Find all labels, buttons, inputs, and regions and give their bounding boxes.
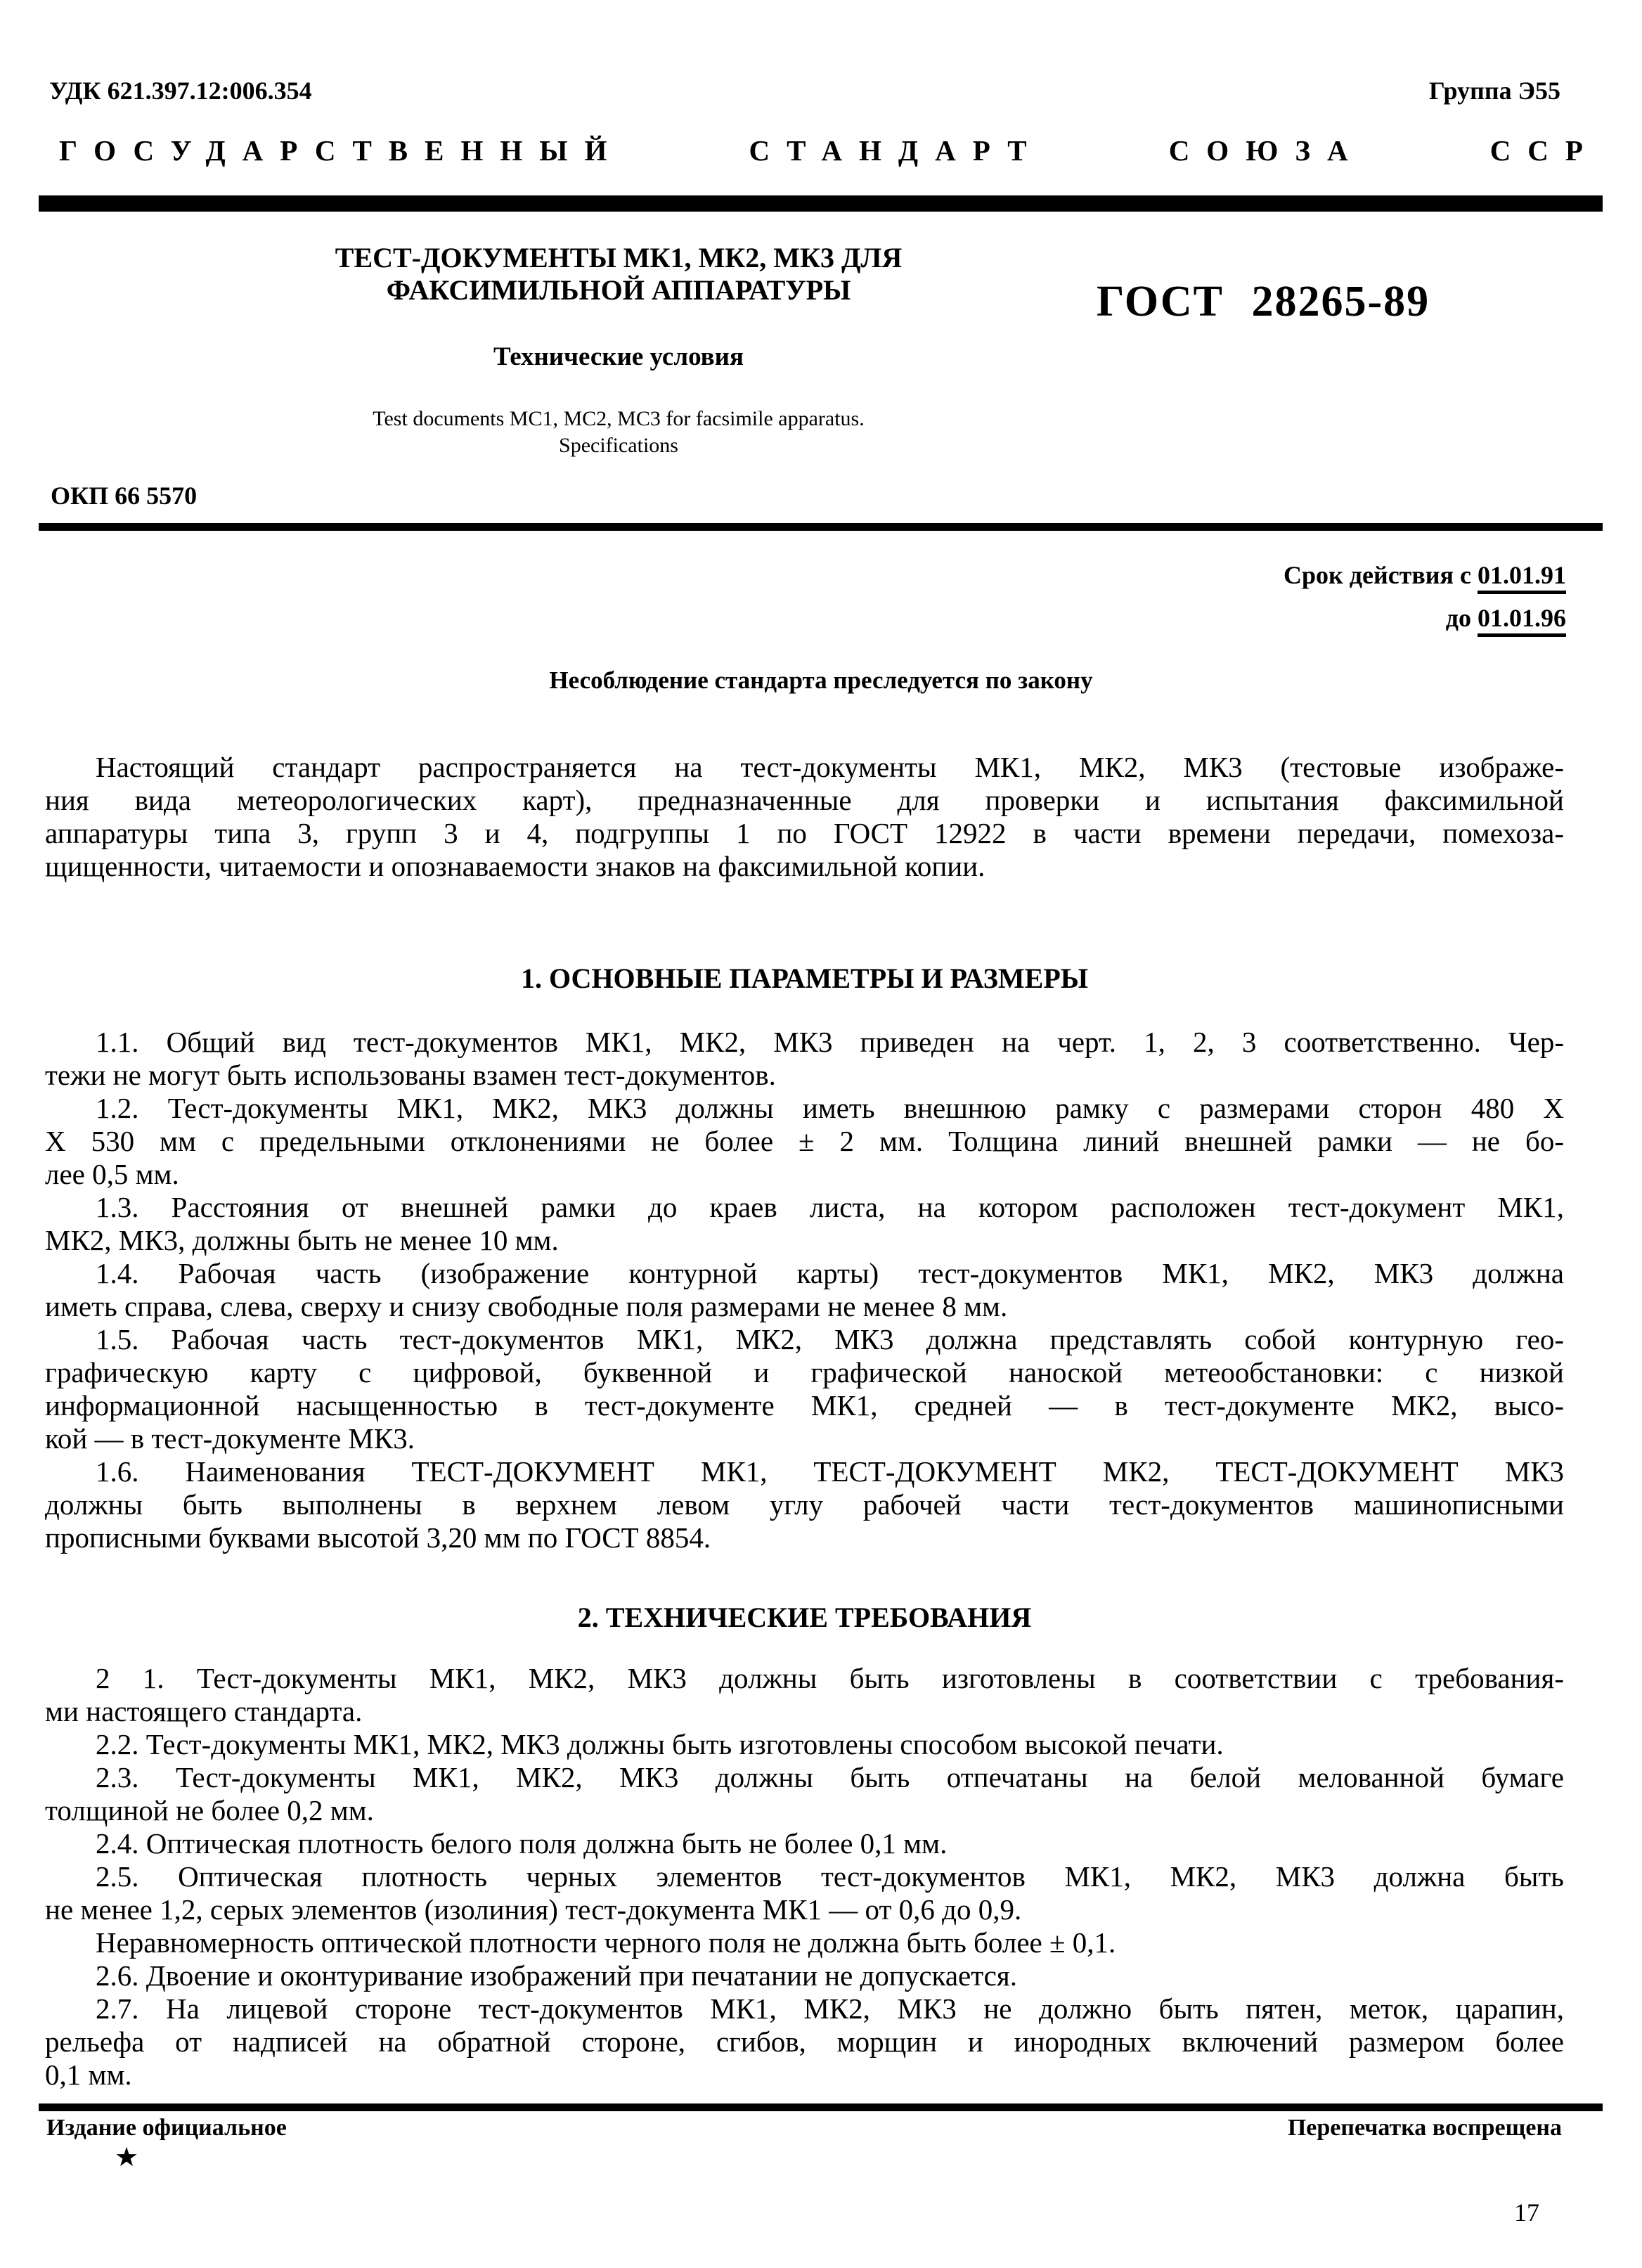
text-line: не менее 1,2, серых элементов (изолиния) тест-документа МК1 — от 0,6 до 0,9. <box>45 1893 1022 1926</box>
law-notice: Несоблюдение стандарта преследуется по закону <box>549 666 1093 694</box>
paragraph-1-4 <box>45 1257 1564 1323</box>
text-line: аппаратуры типа 3, групп 3 и 4, подгруппы 1 по ГОСТ 12922 в части времени передачи, помехоза- <box>45 817 1564 849</box>
paragraph-2-3 <box>45 1761 1564 1827</box>
text-line: 2.3. Тест-документы МК1, МК2, МК3 должны быть отпечатаны на белой мелованной бумаге <box>96 1761 1564 1793</box>
text-line: 1.6. Наименования ТЕСТ-ДОКУМЕНТ МК1, ТЕСТ-ДОКУМЕНТ МК2, ТЕСТ-ДОКУМЕНТ МК3 <box>96 1455 1564 1488</box>
text-line: 2.2. Тест-документы МК1, МК2, МК3 должны быть изготовлены способом высокой печати. <box>96 1728 1224 1760</box>
footer-divider-bar <box>39 2103 1603 2111</box>
gost-number: ГОСТ 28265-89 <box>1097 278 1430 326</box>
validity-to-date: 01.01.96 <box>1478 604 1566 637</box>
footer-row <box>46 2115 1562 2141</box>
state-standard-word-1: ГОСУДАРСТВЕННЫЙ <box>59 134 624 167</box>
text-line: рельефа от надписей на обратной стороне, сгибов, морщин и инородных включений размером более <box>45 2025 1564 2058</box>
text-line: 2.4. Оптическая плотность белого поля должна быть не более 0,1 мм. <box>96 1827 948 1860</box>
text-line: 2.5. Оптическая плотность черных элементов тест-документов МК1, МК2, МК3 должна быть <box>96 1860 1564 1893</box>
text-line: 1.5. Рабочая часть тест-документов МК1, МК2, МК3 должна представлять собой контурную гео- <box>96 1323 1564 1355</box>
intro-paragraph <box>45 751 1564 883</box>
official-edition-label: Издание официальное <box>46 2115 287 2141</box>
text-line: 1.3. Расстояния от внешней рамки до краев листа, на котором расположен тест-документ МК1, <box>96 1191 1564 1223</box>
paragraph-2-6 <box>45 1959 1564 1992</box>
paragraph-2-5 <box>45 1860 1564 1926</box>
text-line: 1.4. Рабочая часть (изображение контурной карты) тест-документов МК1, МК2, МК3 должна <box>96 1257 1564 1289</box>
text-line: щищенности, читаемости и опознаваемости знаков на факсимильной копии. <box>45 850 985 882</box>
okp-code: ОКП 66 5570 <box>51 482 198 510</box>
text-line: иметь справа, слева, сверху и снизу свободные поля размерами не менее 8 мм. <box>45 1290 1008 1322</box>
validity-to-label: до <box>1445 604 1478 632</box>
page-number: 17 <box>1514 2198 1539 2227</box>
text-line: 2 1. Тест-документы МК1, МК2, МК3 должны быть изготовлены в соответствии с требования- <box>96 1662 1564 1694</box>
document-title-line2: ФАКСИМИЛЬНОЙ АППАРАТУРЫ <box>386 274 851 306</box>
identification-row <box>49 76 1560 105</box>
text-line: 2.7. На лицевой стороне тест-документов МК1, МК2, МК3 не должно быть пятен, меток, царапин, <box>96 1992 1564 2025</box>
validity-from-label: Срок действия с <box>1284 561 1478 589</box>
paragraph-1-1 <box>45 1026 1564 1092</box>
top-divider-bar <box>39 195 1603 212</box>
text-line: тежи не могут быть использованы взамен тест-документов. <box>45 1059 776 1091</box>
paragraph-1-6 <box>45 1455 1564 1554</box>
paragraph-2-7 <box>45 1992 1564 2092</box>
document-subtitle: Технические условия <box>493 342 744 371</box>
paragraph-1-2 <box>45 1092 1564 1191</box>
document-title-english-line2: Specifications <box>559 434 678 457</box>
text-line: ния вида метеорологических карт), предназначенные для проверки и испытания факсимильной <box>45 784 1564 816</box>
text-line: Х 530 мм с предельными отклонениями не более ± 2 мм. Толщина линий внешней рамки — не бо- <box>45 1125 1564 1157</box>
text-line: толщиной не более 0,2 мм. <box>45 1794 374 1826</box>
validity-to-line <box>1284 597 1566 640</box>
text-line: информационной насыщенностью в тест-документе МК1, средней — в тест-документе МК2, высо- <box>45 1389 1564 1422</box>
state-standard-word-3: СОЮЗА <box>1168 134 1365 167</box>
text-line: Настоящий стандарт распространяется на тест-документы МК1, МК2, МК3 (тестовые изображе- <box>96 751 1564 783</box>
paragraph-2-5-note <box>45 1926 1564 1959</box>
document-title-english <box>148 406 1090 459</box>
paragraph-1-5 <box>45 1323 1564 1455</box>
section-1-paragraphs <box>45 1026 1564 1554</box>
text-line: 2.6. Двоение и оконтуривание изображений при печатании не допускается. <box>96 1959 1017 1992</box>
section-1-heading: 1. ОСНОВНЫЕ ПАРАМЕТРЫ И РАЗМЕРЫ <box>520 962 1089 994</box>
text-line: 1.1. Общий вид тест-документов МК1, МК2, МК3 приведен на черт. 1, 2, 3 соответственно. Чер- <box>96 1026 1564 1058</box>
official-edition-star-icon: ★ <box>115 2143 139 2172</box>
text-line: Неравномерность оптической плотности черного поля не должна быть более ± 0,1. <box>96 1926 1116 1959</box>
header-divider-bar <box>39 523 1603 531</box>
text-line: ми настоящего стандарта. <box>45 1695 363 1727</box>
group-code: Группа Э55 <box>1428 77 1560 105</box>
state-standard-header <box>59 134 1600 167</box>
text-line: графическую карту с цифровой, буквенной и графической наноской метеообстановки: с низкой <box>45 1356 1564 1388</box>
state-standard-word-2: СТАНДАРТ <box>749 134 1044 167</box>
document-title <box>148 242 1090 307</box>
text-line: прописными буквами высотой 3,20 мм по ГОСТ 8854. <box>45 1521 711 1554</box>
reprint-forbidden-label: Перепечатка воспрещена <box>1287 2115 1562 2141</box>
text-line: лее 0,5 мм. <box>45 1158 179 1190</box>
section-2-heading: 2. ТЕХНИЧЕСКИЕ ТРЕБОВАНИЯ <box>577 1602 1032 1633</box>
paragraph-2-1 <box>45 1662 1564 1728</box>
validity-period <box>1284 554 1566 640</box>
document-title-english-line1: Test documents MC1, MC2, MC3 for facsimile apparatus. <box>373 407 865 430</box>
paragraph-2-2 <box>45 1728 1564 1761</box>
validity-from-line <box>1284 554 1566 597</box>
state-standard-word-4: ССР <box>1489 134 1600 167</box>
document-title-line1: ТЕСТ-ДОКУМЕНТЫ МК1, МК2, МК3 ДЛЯ <box>335 242 903 273</box>
paragraph-2-4 <box>45 1827 1564 1860</box>
udk-code: УДК 621.397.12:006.354 <box>49 77 312 105</box>
title-block <box>148 242 1090 459</box>
validity-from-date: 01.01.91 <box>1478 561 1566 594</box>
text-line: МК2, МК3, должны быть не менее 10 мм. <box>45 1224 559 1256</box>
document-body <box>45 751 1564 2092</box>
text-line: должны быть выполнены в верхнем левом углу рабочей части тест-документов машинописными <box>45 1488 1564 1521</box>
paragraph-1-3 <box>45 1191 1564 1257</box>
text-line: кой — в тест-документе МК3. <box>45 1422 415 1455</box>
text-line: 1.2. Тест-документы МК1, МК2, МК3 должны иметь внешнюю рамку с размерами сторон 480 Х <box>96 1092 1564 1124</box>
text-line: 0,1 мм. <box>45 2058 132 2091</box>
section-2-paragraphs <box>45 1662 1564 2092</box>
